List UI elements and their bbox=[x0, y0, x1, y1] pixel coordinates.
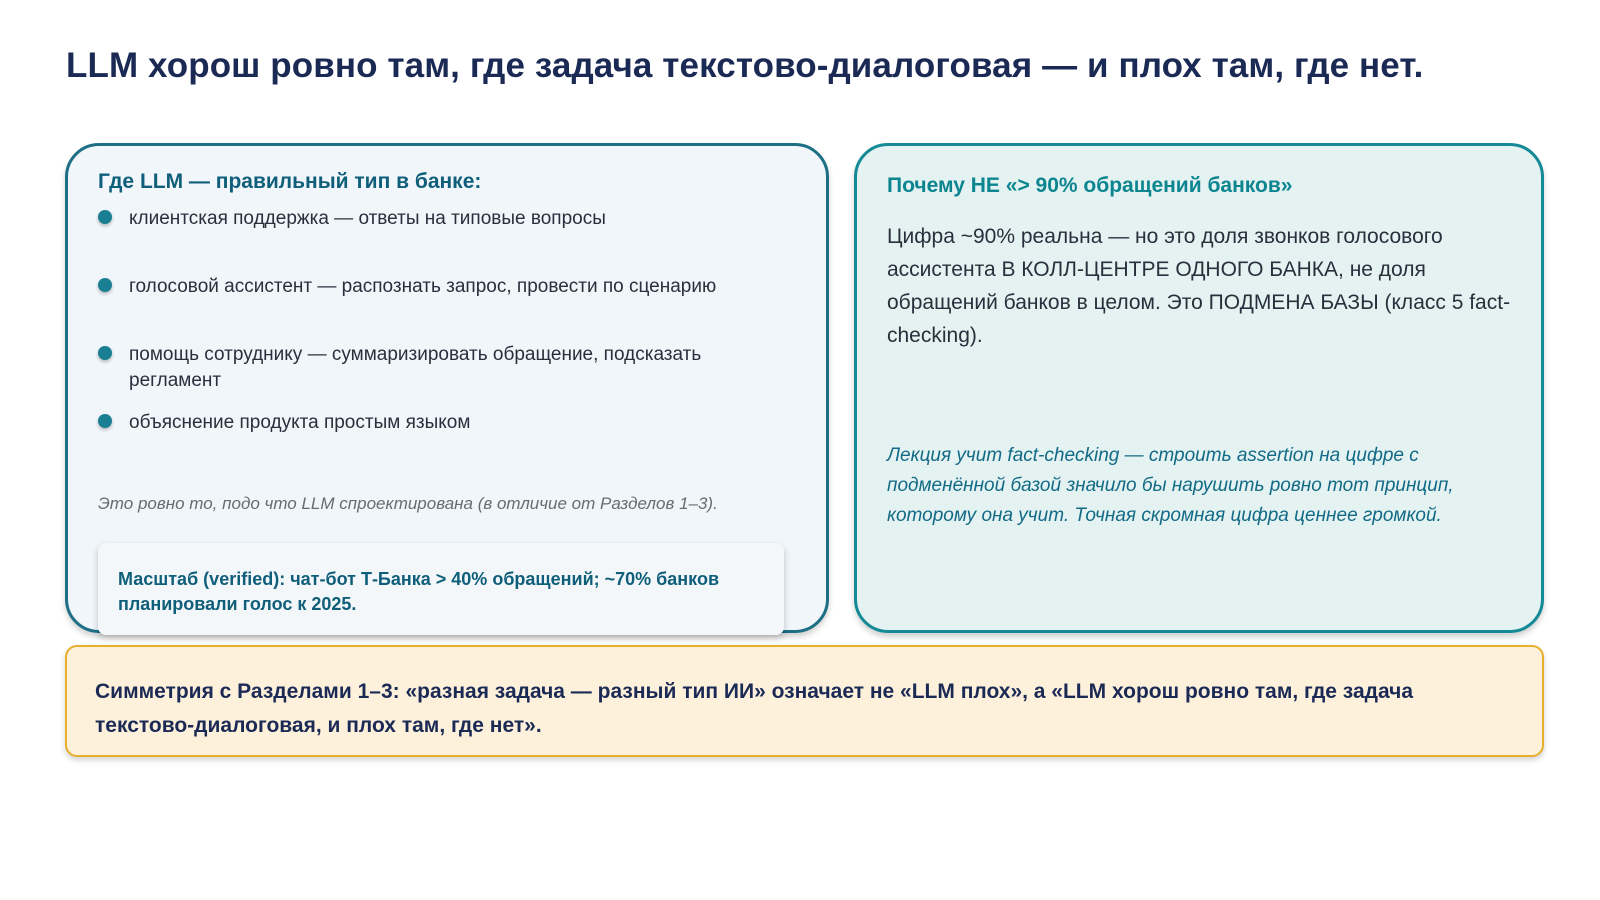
llm-use-cases-title: Где LLM — правильный тип в банке: bbox=[98, 170, 482, 193]
base-substitution-body: Цифра ~90% реальна — но это доля звонков голосового ассистента В КОЛЛ-ЦЕНТРЕ ОДНОГО БАНКА, не доля обращений банков в целом. Это ПОДМЕНА БАЗЫ (класс 5 fact-checking). bbox=[887, 225, 1511, 347]
slide-title: LLM хорош ровно там, где задача текстово-диалоговая — и плох там, где нет. bbox=[66, 46, 1424, 85]
base-substitution-title: Почему НЕ «> 90% обращений банков» bbox=[887, 174, 1293, 197]
scale-callout bbox=[98, 543, 784, 635]
bullet-dot-icon bbox=[98, 346, 112, 360]
bullet-dot-icon bbox=[98, 414, 112, 428]
list-item-text: объяснение продукта простым языком bbox=[129, 412, 471, 433]
fact-checking-note: Лекция учит fact-checking — строить assertion на цифре с подменённой базой значило бы нарушить ровно тот принцип, которому она учит. Точная скромная цифра ценнее громкой. bbox=[887, 445, 1454, 526]
symmetry-banner-text: Симметрия с Разделами 1–3: «разная задача — разный тип ИИ» означает не «LLM плох», а «LLM хорош ровно там, где задача текстово-диалоговая, и плох там, где нет». bbox=[95, 680, 1414, 737]
design-purpose-note: Это ровно то, подо что LLM спроектирована (в отличие от Разделов 1–3). bbox=[98, 494, 718, 513]
scale-callout-text: Масштаб (verified): чат-бот Т-Банка > 40% обращений; ~70% банков планировали голос к 2025. bbox=[118, 569, 720, 614]
base-substitution-card bbox=[854, 143, 1544, 633]
bullet-dot-icon bbox=[98, 210, 112, 224]
list-item-text: клиентская поддержка — ответы на типовые вопросы bbox=[129, 208, 606, 229]
symmetry-banner bbox=[65, 645, 1544, 757]
list-item-text: голосовой ассистент — распознать запрос, провести по сценарию bbox=[129, 276, 717, 297]
llm-use-cases-card bbox=[65, 143, 829, 633]
bullet-dot-icon bbox=[98, 278, 112, 292]
list-item-text: помощь сотруднику — суммаризировать обращение, подсказать регламент bbox=[129, 344, 702, 391]
